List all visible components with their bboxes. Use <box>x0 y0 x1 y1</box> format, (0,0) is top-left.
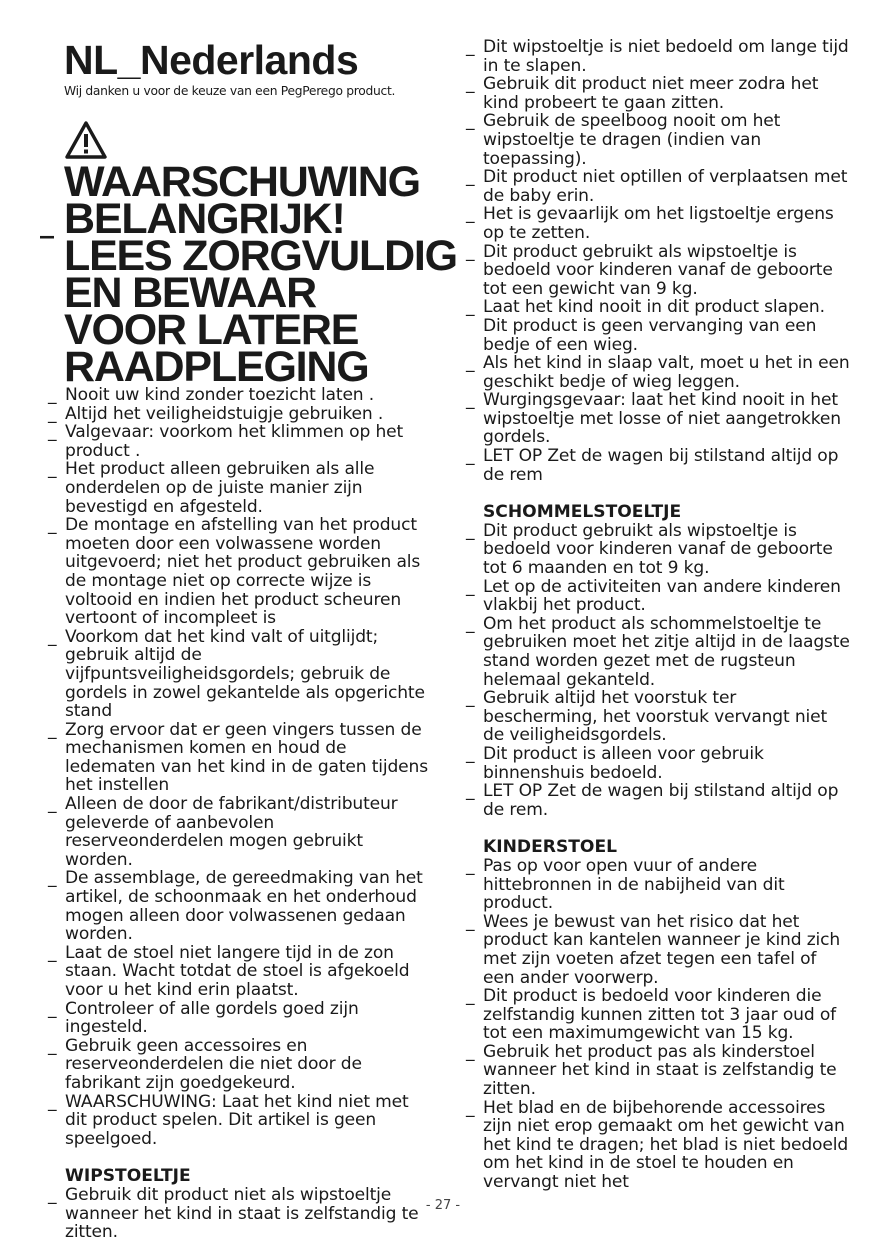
warning-block <box>40 120 457 391</box>
list-item: _ Controleer of alle gordels goed zijn ingesteld. <box>48 1000 433 1037</box>
list-item: _ Gebruik het product pas als kinderstoel wanneer het kind in staat is zelfstandig te zitten. <box>466 1043 851 1099</box>
warning-heading-line: EN BEWAAR <box>64 269 316 317</box>
list-item: _ Het is gevaarlijk om het ligstoeltje ergens op te zetten. <box>466 205 851 242</box>
list-item: _ Laat de stoel niet langere tijd in de zon staan. Wacht totdat de stoel is afgekoeld voor u het kind erin plaatst. <box>48 944 433 1000</box>
list-item: _ Dit wipstoeltje is niet bedoeld om lange tijd in te slapen. <box>466 38 851 75</box>
wipstoeltje-list-continued <box>466 38 851 484</box>
list-item: _ De assemblage, de gereedmaking van het artikel, de schoonmaak en het onderhoud mogen alleen door volwassenen gedaan worden. <box>48 869 433 943</box>
list-item: _ Als het kind in slaap valt, moet u het in een geschikt bedje of wieg leggen. <box>466 354 851 391</box>
list-item: _ Wurgingsgevaar: laat het kind nooit in het wipstoeltje met losse of niet aangetrokken gordels. <box>466 391 851 447</box>
warning-heading-line: VOOR LATERE <box>64 306 359 354</box>
list-item: _ Het blad en de bijbehorende accessoires zijn niet erop gemaakt om het gewicht van het kind te dragen; het blad is niet bedoeld om het kind in de stoel te houden en vervangt niet het <box>466 1099 851 1192</box>
list-item: _ Laat het kind nooit in dit product slapen. Dit product is geen vervanging van een bedje of een wieg. <box>466 298 851 354</box>
list-item: _ Gebruik geen accessoires en reserveonderdelen die niet door de fabrikant zijn goedgekeurd. <box>48 1037 433 1093</box>
warning-heading-line: LEES ZORGVULDIG <box>64 232 457 280</box>
general-warnings-list <box>48 386 433 1148</box>
list-item: _ Het product alleen gebruiken als alle onderdelen op de juiste manier zijn bevestigd en afgesteld. <box>48 460 433 516</box>
list-item: _ Gebruik dit product niet als wipstoeltje wanneer het kind in staat is zelfstandig te zitten. <box>48 1186 433 1242</box>
schommelstoeltje-list <box>466 522 851 820</box>
list-item: _ Alleen de door de fabrikant/distributeur geleverde of aanbevolen reserveonderdelen mogen gebruikt worden. <box>48 795 433 869</box>
list-item: _ Altijd het veiligheidstuigje gebruiken . <box>48 405 433 424</box>
section-heading-wipstoeltje: WIPSTOELTJE <box>65 1166 191 1187</box>
list-item: _ Valgevaar: voorkom het klimmen op het product . <box>48 423 433 460</box>
warning-heading-line: WAARSCHUWING <box>64 158 420 206</box>
warning-heading-line: BELANGRIJK! <box>64 195 345 243</box>
list-item: _ Let op de activiteiten van andere kinderen vlakbij het product. <box>466 578 851 615</box>
list-item: _ WAARSCHUWING: Laat het kind niet met dit product spelen. Dit artikel is geen speelgoed. <box>48 1093 433 1149</box>
list-item: _ Dit product is bedoeld voor kinderen die zelfstandig kunnen zitten tot 3 jaar oud of tot een maximumgewicht van 15 kg. <box>466 987 851 1043</box>
list-item: _ LET OP Zet de wagen bij stilstand altijd op de rem. <box>466 782 851 819</box>
page-subtitle: Wij danken u voor de keuze van een PegPerego product. <box>64 84 396 98</box>
list-item: _ Zorg ervoor dat er geen vingers tussen de mechanismen komen en houd de ledematen van het kind in de gaten tijdens het instellen <box>48 721 433 795</box>
page-title: NL_Nederlands <box>64 37 359 83</box>
section-heading-kinderstoel: KINDERSTOEL <box>483 837 618 858</box>
warning-dash: _ <box>40 206 54 239</box>
list-item: _ LET OP Zet de wagen bij stilstand altijd op de rem <box>466 447 851 484</box>
wipstoeltje-list <box>48 1186 433 1242</box>
list-item: _ Om het product als schommelstoeltje te gebruiken moet het zitje altijd in de laagste stand worden gezet met de rugsteun helemaal gekanteld. <box>466 615 851 689</box>
list-item: _ Dit product is alleen voor gebruik binnenshuis bedoeld. <box>466 745 851 782</box>
list-item: _ Dit product gebruikt als wipstoeltje is bedoeld voor kinderen vanaf de geboorte tot 6 maanden en tot 9 kg. <box>466 522 851 578</box>
warning-heading <box>64 158 457 391</box>
warning-triangle-icon <box>64 120 108 160</box>
right-column <box>466 38 851 1192</box>
section-heading-schommelstoeltje: SCHOMMELSTOELTJE <box>483 502 682 523</box>
warning-heading-line: RAADPLEGING <box>64 343 369 391</box>
page-number: - 27 - <box>425 1198 461 1213</box>
kinderstoel-list <box>466 857 851 1192</box>
list-item: _ Gebruik dit product niet meer zodra het kind probeert te gaan zitten. <box>466 75 851 112</box>
list-item: _ Pas op voor open vuur of andere hittebronnen in de nabijheid van dit product. <box>466 857 851 913</box>
list-item: _ Gebruik altijd het voorstuk ter bescherming, het voorstuk vervangt niet de veiligheidsgordels. <box>466 689 851 745</box>
list-item: _ Wees je bewust van het risico dat het product kan kantelen wanneer je kind zich met zijn voeten afzet tegen een tafel of een ander voorwerp. <box>466 913 851 987</box>
list-item: _ Gebruik de speelboog nooit om het wipstoeltje te dragen (indien van toepassing). <box>466 112 851 168</box>
list-item: _ Dit product gebruikt als wipstoeltje is bedoeld voor kinderen vanaf de geboorte tot een gewicht van 9 kg. <box>466 243 851 299</box>
list-item: _ Voorkom dat het kind valt of uitglijdt; gebruik altijd de vijfpuntsveiligheidsgordels; gebruik de gordels in zowel gekantelde als opgerichte stand <box>48 628 433 721</box>
list-item: _ De montage en afstelling van het product moeten door een volwassene worden uitgevoerd; niet het product gebruiken als de montage niet op correcte wijze is voltooid en indien het product scheuren vertoont of incompleet is <box>48 516 433 628</box>
list-item: _ Nooit uw kind zonder toezicht laten . <box>48 386 433 405</box>
list-item: _ Dit product niet optillen of verplaatsen met de baby erin. <box>466 168 851 205</box>
